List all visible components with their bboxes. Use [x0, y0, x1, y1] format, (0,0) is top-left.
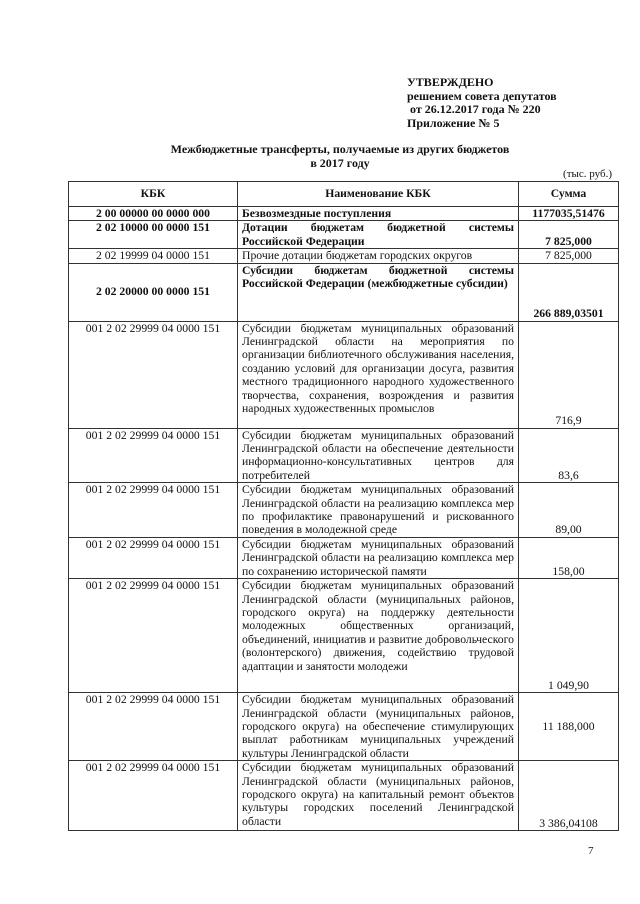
approval-heading: УТВЕРЖДЕНО	[407, 75, 494, 89]
kbk-cell: 2 02 20000 00 0000 151	[69, 263, 238, 321]
name-cell: Субсидии бюджетам муниципальных образований Ленинградской области на обеспечение деятельности информационно-консультативных центров для потребителей	[238, 428, 519, 483]
sum-cell: 7 825,000	[519, 249, 619, 263]
table-row	[69, 579, 619, 693]
sum-cell: 716,9	[519, 321, 619, 428]
sum-cell: 266 889,03501	[519, 263, 619, 321]
table-header-row	[69, 182, 619, 207]
header-sum: Сумма	[519, 182, 619, 207]
sum-cell: 158,00	[519, 537, 619, 578]
sum-cell: 11 188,000	[519, 693, 619, 761]
table-row	[69, 221, 619, 249]
kbk-cell: 2 00 00000 00 0000 000	[69, 207, 238, 221]
name-cell: Субсидии бюджетам муниципальных образований Ленинградской области (муниципальных районов, городского округа) на капитальный ремонт объектов культуры городских поселений Ленинградской области	[238, 761, 519, 831]
name-cell: Субсидии бюджетам муниципальных образований Ленинградской области на реализацию комплекса мер по профилактике правонарушений и рискованного поведения в молодежной среде	[238, 483, 519, 538]
name-cell: Субсидии бюджетам бюджетной системы Российской Федерации (межбюджетные субсидии)	[238, 263, 519, 321]
name-cell: Дотации бюджетам бюджетной системы Российской Федерации	[238, 221, 519, 249]
kbk-cell: 001 2 02 29999 04 0000 151	[69, 761, 238, 831]
appendix-number: Приложение № 5	[407, 115, 500, 130]
title-line-1: Межбюджетные трансферты, получаемые из других бюджетов	[170, 142, 510, 156]
sum-cell: 89,00	[519, 483, 619, 538]
page-number: 7	[588, 845, 594, 857]
name-cell: Прочие дотации бюджетам городских округов	[238, 249, 519, 263]
kbk-cell: 001 2 02 29999 04 0000 151	[69, 693, 238, 761]
name-cell: Субсидии бюджетам муниципальных образований Ленинградской области на мероприятия по организации библиотечного обслуживания населения, созданию условий для организации досуга, развития местного традиционного народного художественного творчества, сохранения, возрождения и развития народных художественных промыслов	[238, 321, 519, 428]
name-cell: Субсидии бюджетам муниципальных образований Ленинградской области на реализацию комплекса мер по сохранению исторической памяти	[238, 537, 519, 578]
sum-cell: 3 386,04108	[519, 761, 619, 831]
header-kbk: КБК	[69, 182, 238, 207]
document-title	[120, 143, 560, 170]
kbk-cell: 2 02 19999 04 0000 151	[69, 249, 238, 263]
approval-block	[407, 76, 557, 130]
table-row	[69, 761, 619, 831]
transfers-table	[68, 181, 619, 831]
name-cell: Безвозмездные поступления	[238, 207, 519, 221]
table-row	[69, 693, 619, 761]
table-row	[69, 483, 619, 538]
table-row	[69, 537, 619, 578]
table-row	[69, 321, 619, 428]
table-row	[69, 263, 619, 321]
kbk-cell: 001 2 02 29999 04 0000 151	[69, 537, 238, 578]
name-cell: Субсидии бюджетам муниципальных образований Ленинградской области (муниципальных районов, городского округа) на обеспечение стимулирующих выплат работникам муниципальных учреждений культуры Ленинградской области	[238, 693, 519, 761]
sum-cell: 83,6	[519, 428, 619, 483]
sum-cell: 1177035,51476	[519, 207, 619, 221]
kbk-cell: 001 2 02 29999 04 0000 151	[69, 579, 238, 693]
name-cell: Субсидии бюджетам муниципальных образований Ленинградской области (муниципальных районов, городского округа) на поддержку деятельности молодежных общественных организаций, объединений, инициатив и развитие добровольческого (волонтерского) движения, содействию трудовой адаптации и занятости молодежи	[238, 579, 519, 693]
approval-date: от 26.12.2017 года № 220	[407, 102, 541, 116]
kbk-cell: 001 2 02 29999 04 0000 151	[69, 321, 238, 428]
sum-cell: 1 049,90	[519, 579, 619, 693]
title-line-2: в 2017 году	[310, 155, 370, 170]
sum-cell: 7 825,000	[519, 221, 619, 249]
units-label: (тыс. руб.)	[563, 168, 612, 180]
kbk-cell: 001 2 02 29999 04 0000 151	[69, 428, 238, 483]
header-name: Наименование КБК	[238, 182, 519, 207]
approval-decision: решением совета депутатов	[407, 88, 557, 103]
table-row	[69, 428, 619, 483]
kbk-cell: 001 2 02 29999 04 0000 151	[69, 483, 238, 538]
table-row	[69, 207, 619, 221]
table-row	[69, 249, 619, 263]
kbk-cell: 2 02 10000 00 0000 151	[69, 221, 238, 249]
